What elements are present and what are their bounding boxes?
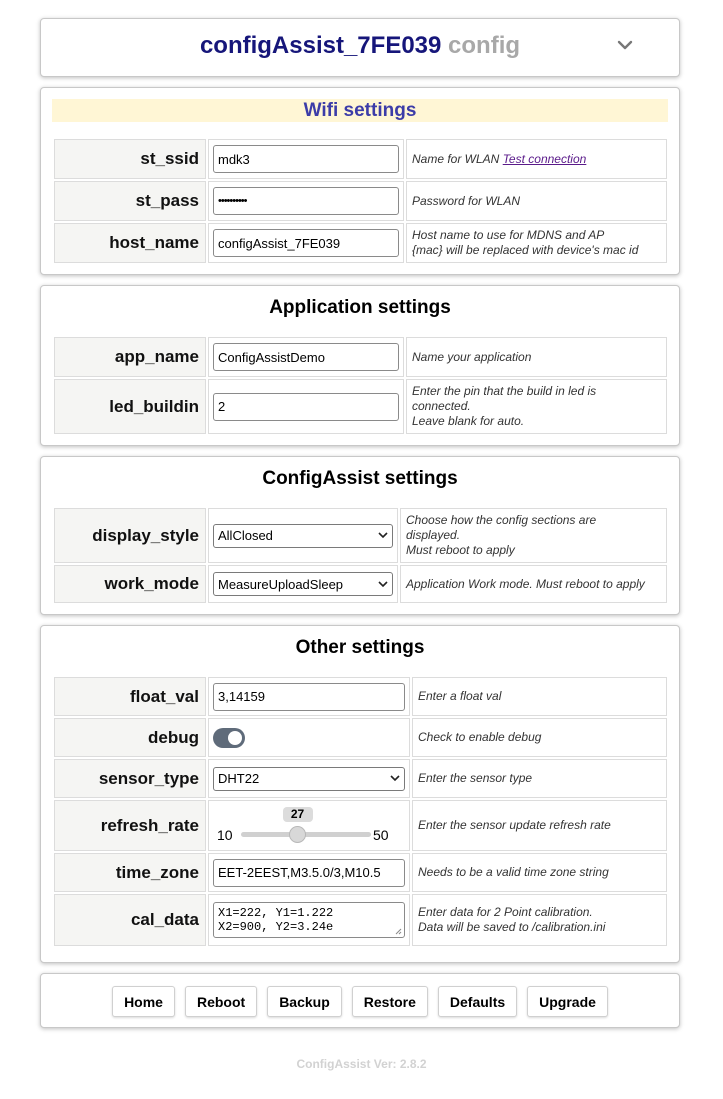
- toggle-knob: [228, 731, 242, 745]
- setting-comment: Needs to be a valid time zone string: [412, 853, 667, 892]
- slider-min-label: 10: [217, 826, 233, 843]
- float-val-input[interactable]: 3,14159: [213, 683, 405, 711]
- setting-key: display_style: [54, 508, 206, 563]
- device-name: configAssist_7FE039: [199, 32, 442, 59]
- table-row: [54, 800, 667, 851]
- configassist-settings-card: [40, 456, 680, 615]
- wifi-settings-table: [52, 137, 669, 265]
- configassist-settings-table: [52, 506, 669, 605]
- setting-comment: Name your application: [406, 337, 667, 377]
- table-row: [54, 565, 667, 603]
- table-row: [54, 379, 667, 434]
- chevron-down-icon: [390, 775, 400, 782]
- chevron-down-icon[interactable]: [617, 39, 633, 51]
- application-settings-table: [52, 335, 669, 436]
- st-pass-input[interactable]: ••••••••••: [213, 187, 399, 215]
- debug-toggle[interactable]: [213, 728, 245, 748]
- display-style-select[interactable]: AllClosed: [213, 524, 393, 548]
- table-row: [54, 677, 667, 716]
- setting-key: host_name: [54, 223, 206, 263]
- setting-comment: Check to enable debug: [412, 718, 667, 757]
- setting-key: work_mode: [54, 565, 206, 603]
- setting-key: float_val: [54, 677, 206, 716]
- table-row: [54, 139, 667, 179]
- slider-thumb[interactable]: [289, 826, 306, 843]
- chevron-down-icon: [378, 581, 388, 588]
- time-zone-input[interactable]: EET-2EEST,M3.5.0/3,M10.5: [213, 859, 405, 887]
- page-title: [41, 32, 679, 60]
- setting-comment: Enter a float val: [412, 677, 667, 716]
- table-row: [54, 853, 667, 892]
- setting-key: sensor_type: [54, 759, 206, 798]
- table-row: [54, 181, 667, 221]
- app-name-input[interactable]: ConfigAssistDemo: [213, 343, 399, 371]
- refresh-rate-slider[interactable]: [209, 803, 409, 849]
- other-settings-table: [52, 675, 669, 948]
- restore-button[interactable]: Restore: [352, 986, 428, 1017]
- setting-key: st_pass: [54, 181, 206, 221]
- setting-comment: Enter the pin that the build in led is connected. Leave blank for auto.: [406, 379, 667, 434]
- home-button[interactable]: Home: [112, 986, 175, 1017]
- test-connection-link[interactable]: Test connection: [502, 151, 587, 166]
- header-card[interactable]: [40, 18, 680, 77]
- host-name-input[interactable]: configAssist_7FE039: [213, 229, 399, 257]
- setting-key: app_name: [54, 337, 206, 377]
- setting-key: st_ssid: [54, 139, 206, 179]
- slider-value-badge: 27: [283, 807, 313, 822]
- setting-comment: Enter data for 2 Point calibration. Data will be saved to /calibration.ini: [412, 894, 667, 946]
- other-settings-card: [40, 625, 680, 963]
- setting-comment: Enter the sensor type: [412, 759, 667, 798]
- work-mode-select[interactable]: MeasureUploadSleep: [213, 572, 393, 596]
- backup-button[interactable]: Backup: [267, 986, 342, 1017]
- setting-comment: Name for WLAN Test connection: [406, 139, 667, 179]
- wifi-settings-card: [40, 87, 680, 275]
- upgrade-button[interactable]: Upgrade: [527, 986, 608, 1017]
- setting-comment: Application Work mode. Must reboot to apply: [400, 565, 667, 603]
- reboot-button[interactable]: Reboot: [185, 986, 257, 1017]
- table-row: [54, 508, 667, 563]
- sensor-type-select[interactable]: DHT22: [213, 767, 405, 791]
- setting-comment: Enter the sensor update refresh rate: [412, 800, 667, 851]
- resize-grip-icon[interactable]: [395, 928, 402, 935]
- table-row: [54, 337, 667, 377]
- other-settings-title: Other settings: [295, 637, 425, 658]
- configassist-settings-title: ConfigAssist settings: [262, 468, 458, 489]
- setting-comment: Password for WLAN: [406, 181, 667, 221]
- wifi-settings-title: Wifi settings: [303, 100, 417, 121]
- table-row: [54, 894, 667, 946]
- led-buildin-input[interactable]: 2: [213, 393, 399, 421]
- chevron-down-icon: [378, 532, 388, 539]
- table-row: [54, 759, 667, 798]
- setting-comment: Host name to use for MDNS and AP {mac} will be replaced with device's mac id: [406, 223, 667, 263]
- button-bar: [41, 986, 679, 1017]
- setting-key: debug: [54, 718, 206, 757]
- cal-data-textarea[interactable]: X1=222, Y1=1.222 X2=900, Y2=3.24e: [213, 902, 405, 938]
- application-settings-card: [40, 285, 680, 446]
- defaults-button[interactable]: Defaults: [438, 986, 517, 1017]
- buttons-card: [40, 973, 680, 1028]
- st-ssid-input[interactable]: mdk3: [213, 145, 399, 173]
- setting-comment: Choose how the config sections are displayed. Must reboot to apply: [400, 508, 667, 563]
- setting-key: led_buildin: [54, 379, 206, 434]
- table-row: [54, 223, 667, 263]
- slider-max-label: 50: [373, 826, 389, 843]
- setting-key: time_zone: [54, 853, 206, 892]
- table-row: [54, 718, 667, 757]
- application-settings-title: Application settings: [269, 297, 451, 318]
- title-suffix: config: [448, 32, 521, 59]
- setting-key: refresh_rate: [54, 800, 206, 851]
- setting-key: cal_data: [54, 894, 206, 946]
- version-footer: ConfigAssist Ver: 2.8.2: [296, 1057, 427, 1071]
